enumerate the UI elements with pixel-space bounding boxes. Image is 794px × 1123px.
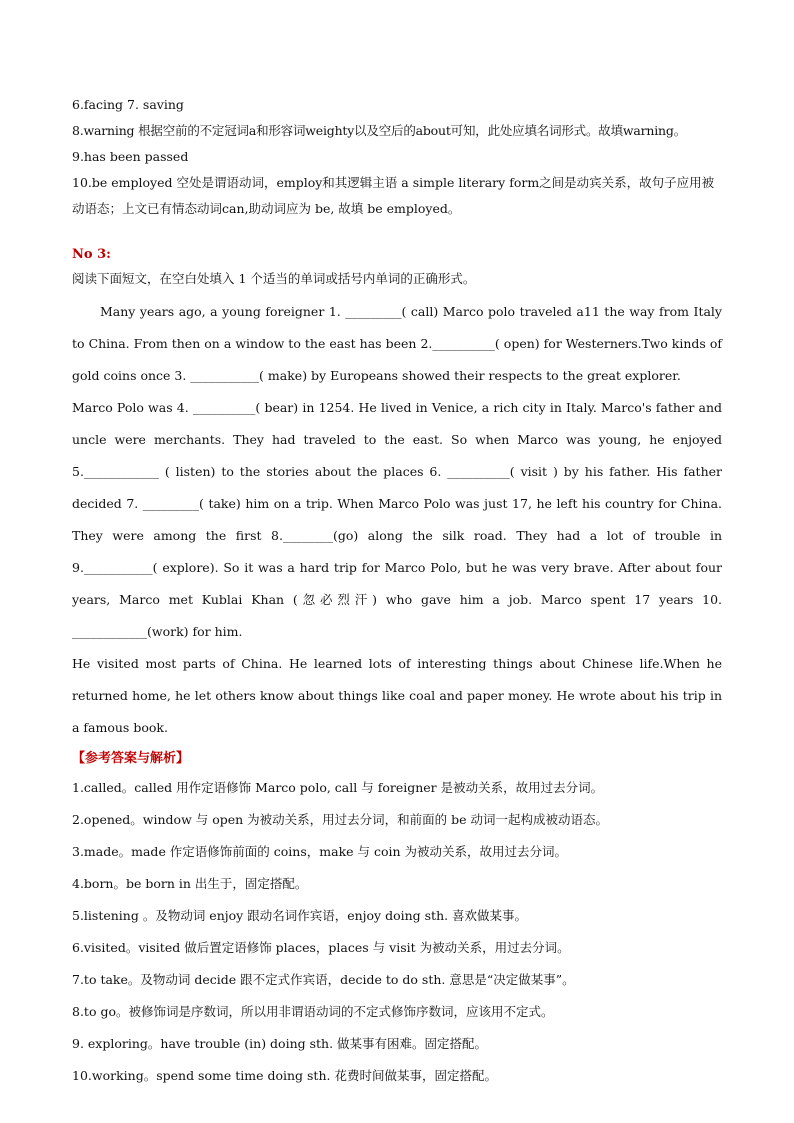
answer-item: 5.listening 。及物动词 enjoy 跟动名词作宾语，enjoy doing sth. 喜欢做某事。 <box>72 908 528 923</box>
answer-item: 10.working。spend some time doing sth. 花费时间做某事，固定搭配。 <box>72 1068 497 1083</box>
passage-paragraph-1: Many years ago, a young foreigner 1. _________( call) Marco polo traveled a11 the way from Italy to China. From then on a window to the east has been 2.__________( open) for Westerners.Two kinds of gold coins once 3. ___________( make) by Europeans showed their respects to the great explorer. <box>72 304 722 383</box>
prev-answer-line-4: 10.be employed 空处是谓语动词，employ和其逻辑主语 a simple literary form之间是动宾关系，故句子应用被动语态；上文已有情态动词can,助动词应为 be, 故填 be employed。 <box>72 175 715 216</box>
cloze-passage <box>72 296 722 744</box>
section-instruction: 阅读下面短文，在空白处填入 1 个适当的单词或括号内单词的正确形式。 <box>72 271 476 286</box>
answer-item: 8.to go。被修饰词是序数词，所以用非谓语动词的不定式修饰序数词，应该用不定式。 <box>72 1004 554 1019</box>
answer-list <box>72 772 722 1092</box>
answer-item: 9. exploring。have trouble (in) doing sth. 做某事有困难。固定搭配。 <box>72 1036 488 1051</box>
answer-item: 6.visited。visited 做后置定语修饰 places，places 与 visit 为被动关系，用过去分词。 <box>72 940 570 955</box>
answer-item: 3.made。made 作定语修饰前面的 coins，make 与 coin 为被动关系，故用过去分词。 <box>72 844 568 859</box>
document-page <box>72 92 722 1092</box>
passage-paragraph-3: He visited most parts of China. He learned lots of interesting things about Chinese life.When he returned home, he let others know about things like coal and paper money. He wrote about his trip in a famous book. <box>72 656 722 735</box>
passage-paragraph-2: Marco Polo was 4. __________( bear) in 1254. He lived in Venice, a rich city in Italy. Marco's father and uncle were merchants. They had traveled to the east. So when Marco was young, he enjoyed 5.____________ ( listen) to the stories about the places 6. __________( visit ) by his father. His father decided 7. _________( take) him on a trip. When Marco Polo was just 17, he left his country for China. They were among the first 8.________(go) along the silk road. They had a lot of trouble in 9.___________( explore). So it was a hard trip for Marco Polo, but he was very brave. After about four years, Marco met Kublai Khan (忽必烈汗) who gave him a job. Marco spent 17 years 10. ____________(work) for him. <box>72 400 722 639</box>
answer-heading: 【参考答案与解析】 <box>72 751 190 766</box>
answer-item: 2.opened。window 与 open 为被动关系，用过去分词，和前面的 be 动词一起构成被动语态。 <box>72 812 609 827</box>
prev-answer-line-2: 8.warning 根据空前的不定冠词a和形容词weighty以及空后的about可知，此处应填名词形式。故填warning。 <box>72 123 686 138</box>
prev-answer-line-3: 9.has been passed <box>72 149 189 164</box>
answer-item: 7.to take。及物动词 decide 跟不定式作宾语，decide to do sth. 意思是“决定做某事”。 <box>72 972 575 987</box>
section-title: No 3: <box>72 247 111 262</box>
answer-item: 4.born。be born in 出生于，固定搭配。 <box>72 876 308 891</box>
answer-item: 1.called。called 用作定语修饰 Marco polo, call 与 foreigner 是被动关系，故用过去分词。 <box>72 780 604 795</box>
previous-answers <box>72 92 722 222</box>
prev-answer-line-1: 6.facing 7. saving <box>72 97 184 112</box>
